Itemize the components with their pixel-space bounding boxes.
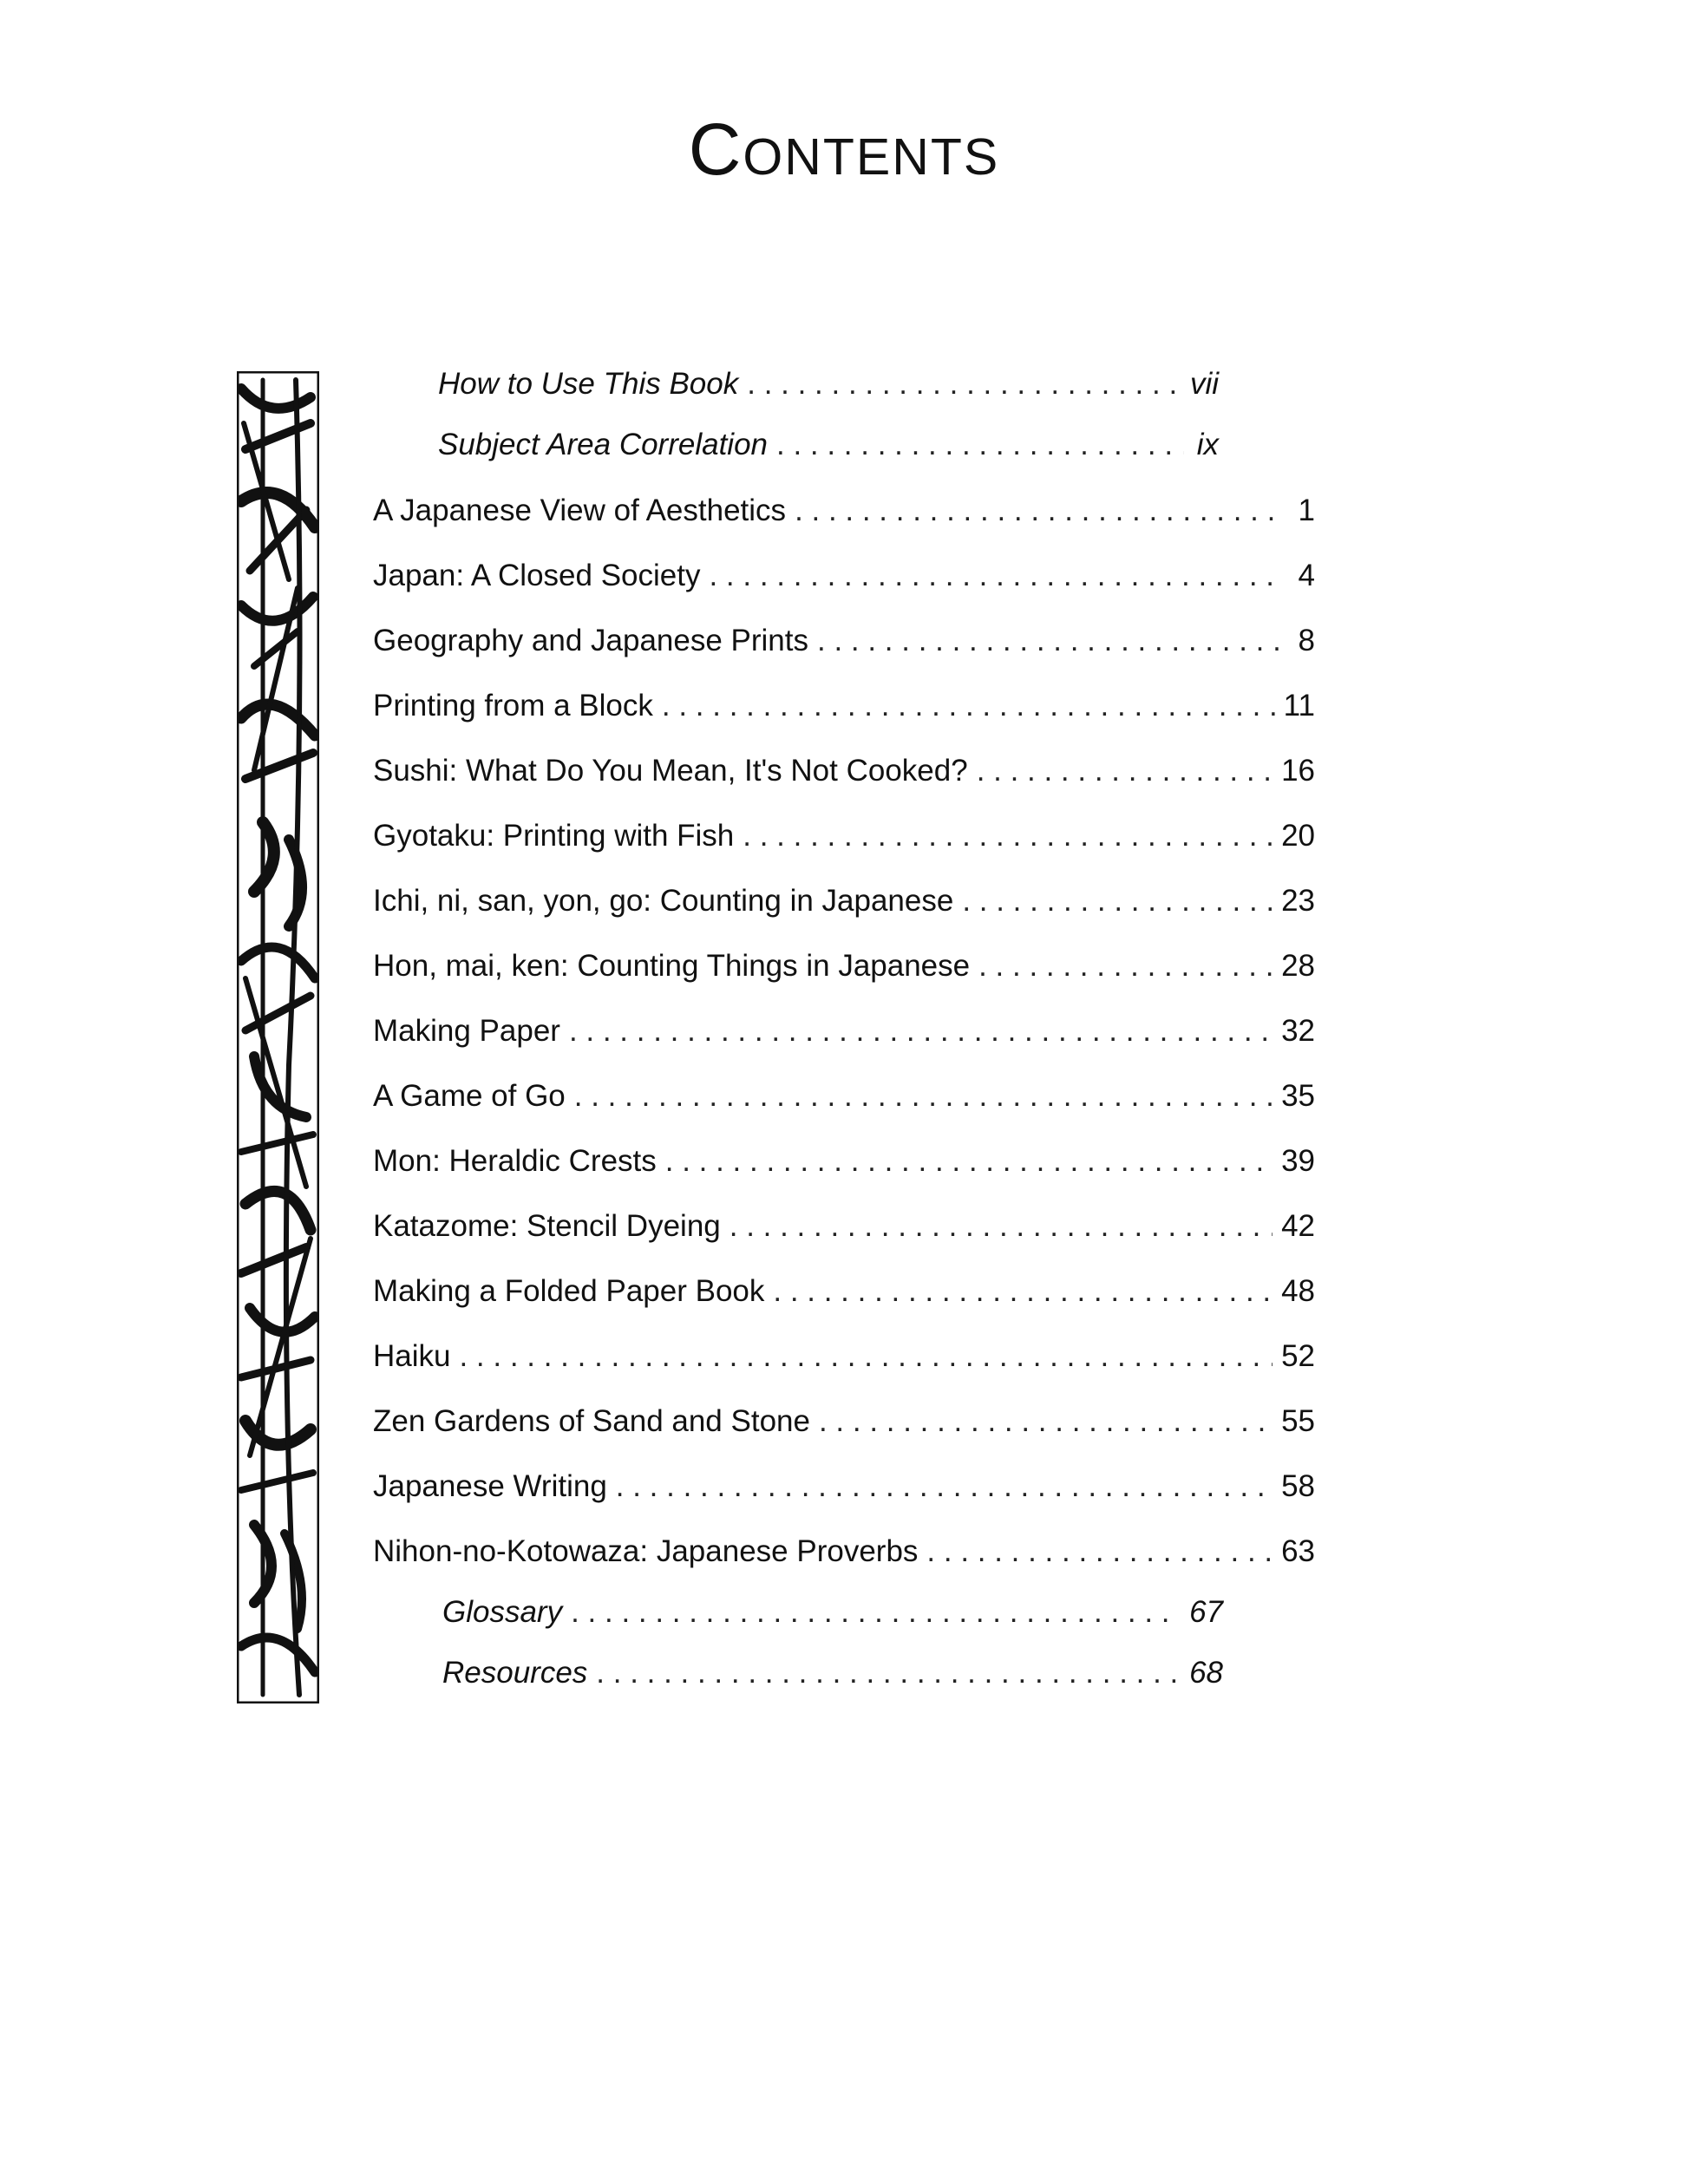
dot-leader	[773, 1272, 1273, 1311]
dot-leader	[569, 1011, 1273, 1051]
toc-entry-title: How to Use This Book	[438, 367, 739, 401]
dot-leader	[747, 364, 1181, 404]
toc-entry[interactable]	[373, 1337, 1315, 1376]
toc-entry[interactable]	[373, 751, 1315, 791]
toc-entry[interactable]	[373, 946, 1315, 986]
toc-entry-page: 4	[1298, 559, 1315, 592]
dot-leader	[743, 816, 1273, 856]
toc-entry[interactable]	[438, 364, 1219, 404]
toc-entry-page: 58	[1281, 1469, 1315, 1503]
toc-entry[interactable]	[373, 1402, 1315, 1442]
toc-entry-page: 16	[1281, 754, 1315, 788]
toc-entry[interactable]	[373, 1532, 1315, 1572]
toc-entry-page: 39	[1281, 1144, 1315, 1178]
toc-entry[interactable]	[373, 1076, 1315, 1116]
toc-entry-title: Printing from a Block	[373, 689, 653, 723]
toc-entry-page: 55	[1281, 1404, 1315, 1438]
dot-leader	[571, 1592, 1181, 1632]
toc-entry-title: Nihon-no-Kotowaza: Japanese Proverbs	[373, 1534, 919, 1568]
toc-entry-page: 32	[1281, 1014, 1315, 1048]
toc-entry-page: 35	[1281, 1079, 1315, 1113]
toc-entry-page: 1	[1298, 494, 1315, 527]
toc-entry-title: Subject Area Correlation	[438, 428, 769, 461]
toc-entry-page: 68	[1189, 1656, 1223, 1690]
toc-entry-title: Zen Gardens of Sand and Stone	[373, 1404, 810, 1438]
toc-entry[interactable]	[373, 621, 1315, 661]
toc-entry-title: Geography and Japanese Prints	[373, 624, 808, 657]
toc-entry-page: 11	[1283, 689, 1315, 723]
toc-entry-title: Japanese Writing	[373, 1469, 607, 1503]
toc-entry-page: 48	[1281, 1274, 1315, 1308]
toc-entry[interactable]	[438, 425, 1219, 465]
toc-entry-title: Gyotaku: Printing with Fish	[373, 819, 735, 853]
dot-leader	[730, 1206, 1273, 1246]
toc-entry-title: Hon, mai, ken: Counting Things in Japanese	[373, 949, 971, 983]
dot-leader	[926, 1532, 1273, 1572]
dot-leader	[977, 751, 1273, 791]
dot-leader	[795, 491, 1280, 531]
toc-entry[interactable]	[442, 1592, 1223, 1632]
toc-entry-title: A Game of Go	[373, 1079, 566, 1113]
dot-leader	[962, 881, 1273, 921]
toc-entry-page: ix	[1196, 428, 1219, 461]
toc-entry-page: 63	[1281, 1534, 1315, 1568]
toc-entry[interactable]	[373, 491, 1315, 531]
page-title: Contents	[688, 108, 1000, 190]
dot-leader	[459, 1337, 1273, 1376]
toc-entry[interactable]	[373, 816, 1315, 856]
dot-leader	[776, 425, 1184, 465]
toc-entry-page: vii	[1189, 367, 1219, 401]
toc-entry-title: Sushi: What Do You Mean, It's Not Cooked?	[373, 754, 968, 788]
toc-entry[interactable]	[373, 686, 1315, 726]
toc-entry-page: 8	[1298, 624, 1315, 657]
dot-leader	[978, 946, 1273, 986]
dot-leader	[662, 686, 1275, 726]
toc-entry-page: 28	[1281, 949, 1315, 983]
toc-entry[interactable]	[373, 1141, 1315, 1181]
toc-entry[interactable]	[373, 881, 1315, 921]
toc-entry-title: Japan: A Closed Society	[373, 559, 701, 592]
dot-leader	[574, 1076, 1273, 1116]
toc-entry-title: Making Paper	[373, 1014, 560, 1048]
toc-entry-title: Katazome: Stencil Dyeing	[373, 1209, 721, 1243]
toc-entry-title: Ichi, ni, san, yon, go: Counting in Japanese	[373, 884, 954, 918]
toc-entry-page: 52	[1281, 1339, 1315, 1373]
dot-leader	[709, 556, 1280, 596]
dot-leader	[819, 1402, 1273, 1442]
toc-entry-title: Making a Folded Paper Book	[373, 1274, 765, 1308]
toc-entry[interactable]	[373, 1272, 1315, 1311]
toc-entry[interactable]	[373, 1011, 1315, 1051]
toc-entry-page: 20	[1281, 819, 1315, 853]
toc-entry-page: 42	[1281, 1209, 1315, 1243]
toc-entry-title: Glossary	[442, 1595, 563, 1629]
dot-leader	[817, 621, 1280, 661]
toc-entry[interactable]	[373, 556, 1315, 596]
toc-entry-page: 23	[1281, 884, 1315, 918]
dot-leader	[616, 1467, 1273, 1507]
toc-entry-title: Mon: Heraldic Crests	[373, 1144, 657, 1178]
toc-entry-title: Resources	[442, 1656, 588, 1690]
dot-leader	[665, 1141, 1273, 1181]
toc-entry-title: Haiku	[373, 1339, 451, 1373]
toc-entry-title: A Japanese View of Aesthetics	[373, 494, 787, 527]
toc-entry[interactable]	[442, 1653, 1223, 1693]
toc-entry-page: 67	[1189, 1595, 1223, 1629]
toc-entry[interactable]	[373, 1206, 1315, 1246]
toc-entry[interactable]	[373, 1467, 1315, 1507]
dot-leader	[596, 1653, 1181, 1693]
